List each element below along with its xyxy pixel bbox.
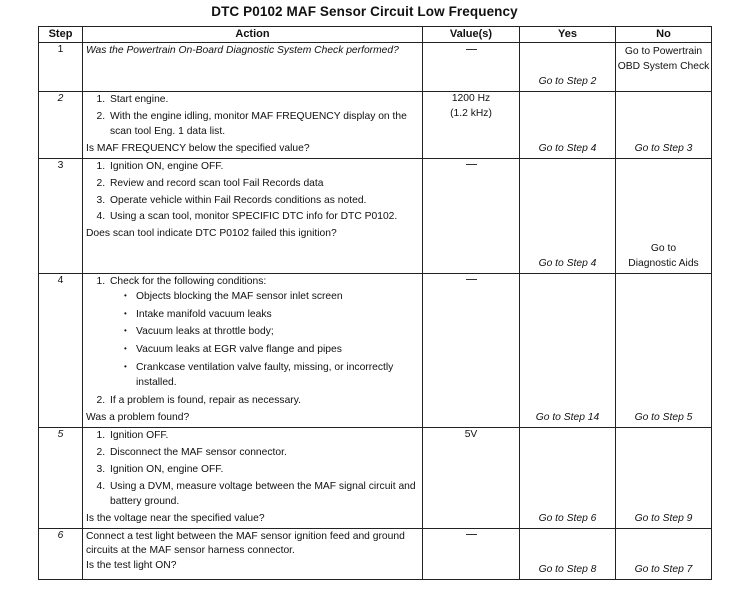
yes-goto-link[interactable]: Go to Step 2 — [538, 76, 597, 88]
table-row-step-3 — [39, 158, 712, 273]
value-line: 5V — [464, 428, 478, 440]
action-instruction: Connect a test light between the MAF sensor ignition feed and ground circuits at the MAF sensor harness connector. — [86, 530, 405, 557]
no-goto-link[interactable]: Go to Step 7 — [634, 563, 693, 575]
empty-value-dash — [466, 534, 477, 535]
table-header-row — [39, 27, 712, 43]
diagnostic-table — [38, 26, 712, 580]
bullet-item: • Vacuum leaks at EGR valve flange and pipes — [124, 343, 419, 358]
yes-goto-link[interactable]: Go to Step 4 — [538, 257, 597, 269]
no-goto-link[interactable]: Go to Step 5 — [634, 412, 693, 424]
condition-bullet-list — [110, 290, 419, 392]
action-cell — [83, 528, 423, 579]
no-cell — [616, 43, 712, 92]
value-cell — [423, 427, 520, 528]
value-cell — [423, 273, 520, 427]
action-question: Was a problem found? — [86, 412, 190, 424]
value-cell — [423, 92, 520, 159]
empty-value-dash — [466, 164, 477, 165]
list-item: 1. Ignition ON, engine OFF. — [108, 160, 419, 175]
list-item: 4. Using a DVM, measure voltage between the MAF signal circuit and battery ground. — [108, 480, 419, 510]
bullet-item: • Vacuum leaks at throttle body; — [124, 325, 419, 340]
step-number: 3 — [39, 158, 83, 273]
yes-cell — [520, 92, 616, 159]
header-step: Step — [39, 27, 83, 43]
no-goto-link[interactable]: Go to Step 9 — [634, 512, 693, 524]
step-number: 6 — [39, 528, 83, 579]
action-question: Was the Powertrain On-Board Diagnostic System Check performed? — [86, 45, 399, 56]
action-question: Is the voltage near the specified value? — [86, 512, 265, 524]
yes-cell — [520, 273, 616, 427]
no-goto-link[interactable] — [616, 242, 711, 272]
no-cell — [616, 92, 712, 159]
header-no: No — [616, 27, 712, 43]
step-number: 4 — [39, 273, 83, 427]
empty-value-dash — [466, 49, 477, 50]
value-line: 1200 Hz — [451, 93, 491, 104]
header-action: Action — [83, 27, 423, 43]
bullet-item: • Intake manifold vacuum leaks — [124, 308, 419, 323]
yes-goto-link[interactable]: Go to Step 14 — [535, 412, 600, 424]
step-number: 2 — [39, 92, 83, 159]
list-item: 1. Start engine. — [108, 93, 419, 108]
action-cell — [83, 92, 423, 159]
table-row-step-5 — [39, 427, 712, 528]
empty-value-dash — [466, 279, 477, 280]
yes-cell — [520, 43, 616, 92]
list-item: 3. Operate vehicle within Fail Records conditions as noted. — [108, 194, 419, 209]
step-number: 1 — [39, 43, 83, 92]
no-cell — [616, 273, 712, 427]
list-item: 2. With the engine idling, monitor MAF FREQUENCY display on the scan tool Eng. 1 data list. — [108, 110, 419, 140]
action-question: Is MAF FREQUENCY below the specified value? — [86, 142, 310, 154]
value-cell — [423, 158, 520, 273]
action-steps-list — [86, 429, 419, 510]
action-cell — [83, 427, 423, 528]
action-cell — [83, 273, 423, 427]
no-goto-link[interactable]: Go to Step 3 — [634, 142, 693, 154]
no-goto-link[interactable]: Go to Powertrain OBD System Check — [617, 46, 710, 72]
header-values: Value(s) — [423, 27, 520, 43]
yes-cell — [520, 158, 616, 273]
action-steps-list — [86, 160, 419, 226]
list-item — [108, 275, 419, 391]
table-row-step-2 — [39, 92, 712, 159]
bullet-item: • Objects blocking the MAF sensor inlet screen — [124, 290, 419, 305]
no-cell — [616, 427, 712, 528]
list-item: 4. Using a scan tool, monitor SPECIFIC DTC info for DTC P0102. — [108, 210, 419, 225]
action-steps-list — [86, 275, 419, 409]
action-question: Is the test light ON? — [86, 560, 177, 572]
action-steps-list — [86, 93, 419, 140]
value-cell — [423, 43, 520, 92]
yes-goto-link[interactable]: Go to Step 6 — [538, 512, 597, 524]
action-cell — [83, 158, 423, 273]
yes-goto-link[interactable]: Go to Step 4 — [538, 142, 597, 154]
no-goto-line: Go to — [650, 242, 677, 254]
table-row-step-4 — [39, 273, 712, 427]
list-item: 2. Disconnect the MAF sensor connector. — [108, 446, 419, 461]
bullet-item: • Crankcase ventilation valve faulty, missing, or incorrectly installed. — [124, 361, 419, 391]
action-cell — [83, 43, 423, 92]
value-line: (1.2 kHz) — [450, 107, 492, 119]
table-row-step-6 — [39, 528, 712, 579]
no-goto-line: Diagnostic Aids — [628, 257, 699, 269]
value-cell — [423, 528, 520, 579]
no-cell — [616, 158, 712, 273]
yes-goto-link[interactable]: Go to Step 8 — [538, 563, 597, 575]
page-title: DTC P0102 MAF Sensor Circuit Low Frequency — [211, 4, 518, 19]
list-item-text: Check for the following conditions: — [110, 275, 267, 287]
table-row-step-1 — [39, 43, 712, 92]
list-item: 2. Review and record scan tool Fail Records data — [108, 177, 419, 192]
list-item: 3. Ignition ON, engine OFF. — [108, 463, 419, 478]
yes-cell — [520, 427, 616, 528]
list-item: 1. Ignition OFF. — [108, 429, 419, 444]
action-question: Does scan tool indicate DTC P0102 failed this ignition? — [86, 228, 337, 240]
header-yes: Yes — [520, 27, 616, 43]
step-number: 5 — [39, 427, 83, 528]
no-cell — [616, 528, 712, 579]
list-item: 2. If a problem is found, repair as necessary. — [108, 394, 419, 409]
yes-cell — [520, 528, 616, 579]
